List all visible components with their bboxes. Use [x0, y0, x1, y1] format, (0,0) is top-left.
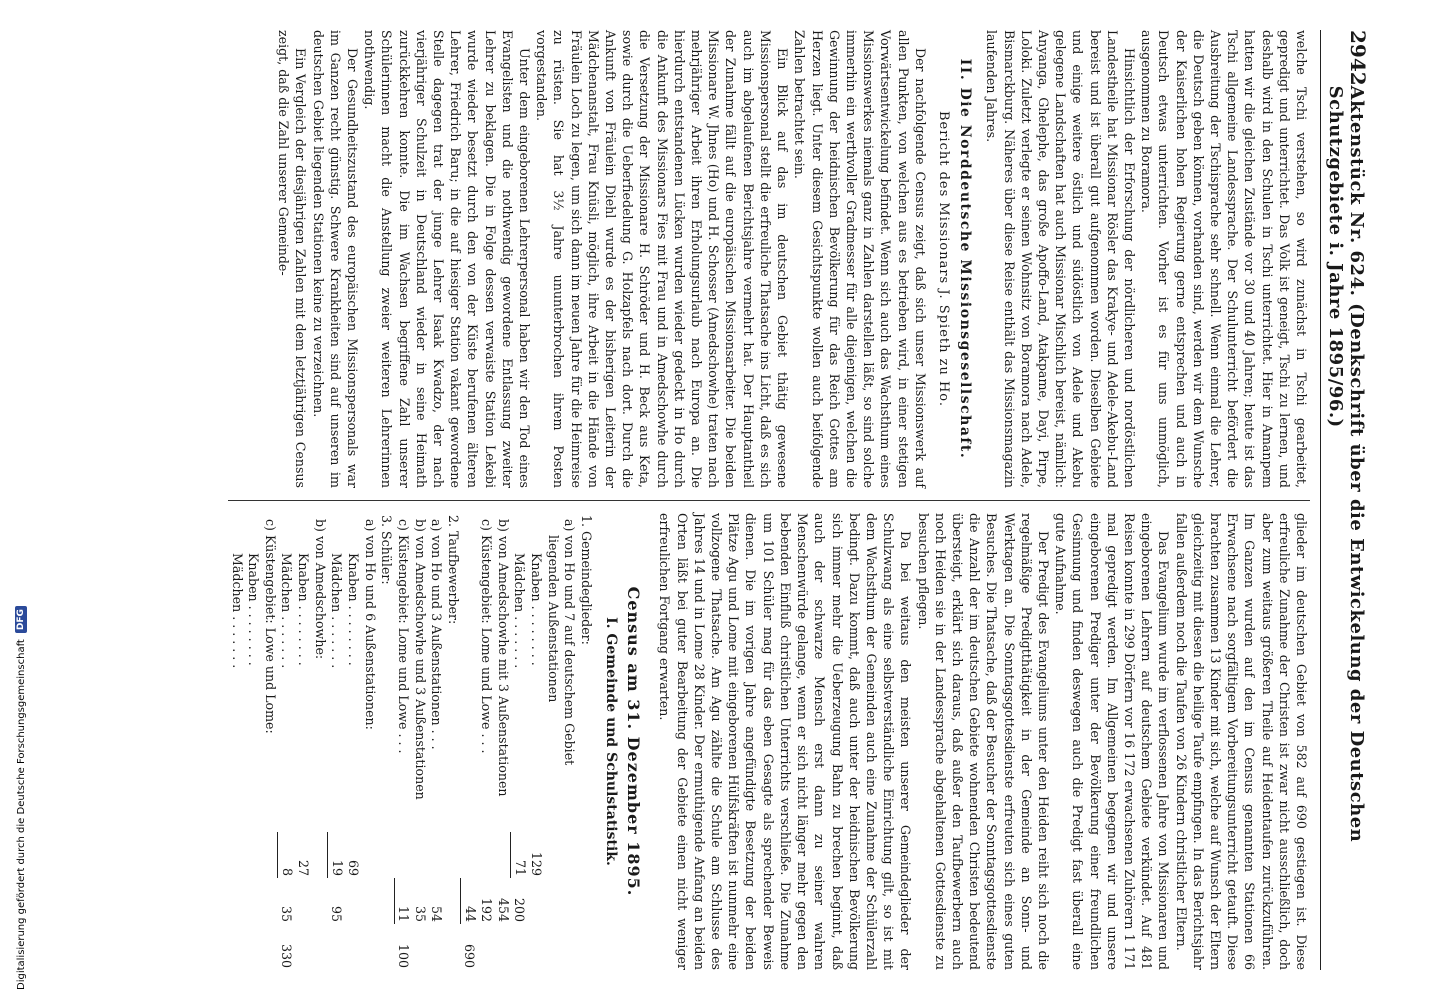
row-value-c: [577, 924, 594, 970]
row-value-c: [345, 924, 362, 970]
row-label: 3. Schüler:: [379, 515, 395, 585]
census-title: Census am 31. Dezember 1895.: [624, 586, 644, 897]
table-row: [478, 513, 495, 970]
row-value-a: [428, 832, 445, 878]
row-value-a: [461, 832, 478, 878]
row-label: c) Küstengebiet: Lome und Lowe . . .: [479, 519, 495, 754]
row-value-a: [228, 832, 245, 878]
table-row: [328, 513, 345, 970]
row-value-b: [261, 878, 278, 924]
row-value-a: [478, 832, 495, 878]
row-value-c: [478, 924, 495, 970]
row-value-b: [561, 878, 578, 924]
row-label: a) von Ho und 6 Außenstationen:: [362, 519, 378, 730]
row-value-b: [378, 878, 395, 924]
row-value-a: [311, 832, 328, 878]
row-label: liegenden Außenstationen: [545, 535, 561, 703]
row-label: Mädchen . . . . . . .: [329, 553, 345, 669]
row-label: Knaben . . . . . . . .: [246, 553, 262, 666]
row-value-c: 690: [462, 943, 478, 968]
row-value-a: [261, 832, 278, 878]
row-value-a: 27: [296, 859, 312, 876]
table-row: [428, 513, 445, 970]
row-label: 1. Gemeindeglieder:: [578, 515, 594, 645]
row-value-a: [411, 832, 428, 878]
row-value-c: [561, 924, 578, 970]
row-value-b: 35: [412, 905, 428, 922]
row-label: a) von Ho und 3 Außenstationen . . .: [429, 519, 445, 750]
row-label: b) von Amedschowhe und 3 Außenstationen: [412, 519, 428, 800]
table-row: [577, 513, 594, 970]
table-row: [444, 513, 461, 970]
left-column: [228, 30, 1310, 500]
row-value-a: [561, 832, 578, 878]
row-value-c: [295, 924, 312, 970]
row-value-c: [261, 924, 278, 970]
table-row: [378, 513, 395, 970]
row-value-c: [361, 924, 378, 970]
census-subtitle: I. Gemeinde und Schulstatistik.: [603, 617, 620, 866]
row-value-c: [311, 924, 328, 970]
row-label: [461, 513, 478, 832]
row-label: 2. Taufbewerber:: [445, 515, 461, 625]
table-row: [295, 513, 312, 970]
row-label: Mädchen . . . . . . .: [512, 553, 528, 669]
section-subtitle: Bericht des Missionars J. Spieth zu Ho.: [935, 110, 951, 408]
row-value-c: 330: [279, 943, 295, 968]
table-row: [394, 513, 411, 970]
row-value-a: [361, 832, 378, 878]
paragraph: Da bei weitaus den meisten unserer Gemeindeglieder der Schulzwang als eine selbstverständliche Einrichtung gilt, so ist mit dem Wachsthum der Gemeinden auch eine Zunahme der Schülerzahl bedingt. Dazu kommt, daß auch unter der heidnischen Bevölkerung sich immer mehr die Ueberzeugung Bahn zu brechen beginnt, daß auch der schwarze Mensch erst dann zu seiner wahren Menschenwürde gelange, wenn er sich nicht länger mehr gegen den bebenden Einfluß christlichen Unterrichts verschließe. Die Zunahme um 101 Schüler mag für das eben Gesagte als sprechender Beweis dienen. Die im vorigen Jahre angefündigte Besetzung der beiden Plätze Agu und Lome mit eingeborenen Hülfskräften ist nunmehr eine vollzogene Thatsache. Am Agu zählte die Schule am Schlusse des Jahres 14 und in Lome 28 Kinder. Der ermuthigende Anfang an beiden Orten läßt bei guter Bearbeitung der Gebiete einen nicht weniger erfreulichen Fortgang erwarten.: [657, 513, 914, 970]
rotated-page: [20, 0, 1380, 1000]
row-value-b: 54: [429, 905, 445, 922]
table-row: [261, 513, 278, 970]
paragraph: Der Gesundheitszustand des europäischen Missionspersonals war im Ganzen recht günstig. Schwere Krankheiten sind auf unseren im deutschen Gebiet liegenden Stationen keine zu verzeichnen.: [310, 30, 361, 488]
census-table: [228, 513, 594, 970]
row-value-a: 129: [529, 851, 545, 876]
row-value-c: [544, 924, 561, 970]
row-value-a: [494, 832, 511, 878]
row-value-b: [295, 878, 312, 924]
footer-credit: [14, 0, 28, 990]
two-columns: [228, 30, 1310, 970]
row-value-b: [361, 878, 378, 924]
row-value-a: 19: [328, 832, 345, 878]
row-value-c: [444, 924, 461, 970]
paragraph: Unter dem eingeborenen Lehrerpersonal haben wir den Tod eines Evangelisten und die nothwendig gewordene Entlassung zweiter Lehrer zu beklagen. Die in Folge dessen verwaiste Station Lekebi wurde wieder besetzt durch den von der Küste berufenen älteren Lehrer, Friedrich Baru; in die auf hiesiger Station vakant gewordene Stelle dagegen trat der junge Lehrer Isaak Kwadzo, der nach vierjähriger Schulzeit in Deutschland wieder in seine Heimath zurückkehren konnte. Die im Wachsen begriffene Zahl unserer Schülerinnen macht die Anstellung zweier weiteren Lehrerinnen nothwendig.: [362, 30, 533, 488]
row-value-a: [245, 832, 262, 878]
row-value-c: 100: [395, 943, 411, 968]
row-label: Knaben . . . . . . . .: [529, 553, 545, 666]
row-value-c: [245, 924, 262, 970]
row-value-b: 192: [479, 897, 495, 922]
row-value-a: [394, 832, 411, 878]
table-row: [544, 513, 561, 970]
table-row: [461, 513, 478, 970]
credit-text: Digitalisierung gefördert durch die Deutsche Forschungsgemeinschaft: [15, 639, 27, 990]
row-value-a: 8: [278, 832, 295, 878]
table-row: [361, 513, 378, 970]
row-value-b: [444, 878, 461, 924]
row-value-b: [345, 878, 362, 924]
row-label: Knaben . . . . . . . .: [296, 553, 312, 666]
table-row: [311, 513, 328, 970]
row-value-b: 454: [495, 897, 511, 922]
row-value-a: [577, 832, 594, 878]
row-value-c: [428, 924, 445, 970]
paragraph: Der Predigt des Evangeliums unter den Heiden reiht sich noch die regelmäßige Predigtthätigkeit in der Gemeinde an Sonn- und Werktagen an. Die Sonntagsgottesdienste erfreuten sich eines guten Besuches. Die Thatsache, daß der Besucher der Sonntagsgottesdienste die Anzahl der im deutschen Gebiete wohnenden Christen bedeutend übersteigt, erklärt sich daraus, daß außer den Taufbewerbern auch noch Heiden sie in der Landessprache abgehaltenen Gottesdienste zu besuchen pflegen.: [915, 513, 1051, 970]
section-title: II. Die Norddeutsche Missionsgesellschaft.: [957, 58, 974, 460]
row-value-a: [544, 832, 561, 878]
table-row: [245, 513, 262, 970]
row-value-b: 200: [512, 897, 528, 922]
row-value-c: [494, 924, 511, 970]
row-value-b: [577, 878, 594, 924]
paragraph: Das Evangelium wurde im verflossenen Jahre von Missionaren und eingeborenen Lehrern auf deutschem Gebiete verkündet. Auf 481 Reisen konnte in 299 Dörfern vor 16 172 erwachsenen Zuhörern 1 171 mal gepredigt werden. Im Allgemeinen begegnen wir und unsere eingeborenen Prediger unter der Bevölkerung einer freundlichen Gesinnung und finden deswegen auch die Predigt fast überall eine gute Aufnahme.: [1053, 513, 1172, 970]
row-value-a: [444, 832, 461, 878]
row-value-b: [228, 878, 245, 924]
row-label: Knaben . . . . . . . .: [346, 553, 362, 666]
row-label: Mädchen . . . . . . .: [279, 553, 295, 669]
right-column: [228, 500, 1310, 970]
dfg-logo-icon: DFG: [15, 606, 27, 633]
table-row: [494, 513, 511, 970]
row-value-b: [528, 878, 545, 924]
row-value-b: 11: [394, 878, 411, 924]
row-label: Mädchen . . . . . . .: [229, 553, 245, 669]
paragraph: welche Tschi verstehen, so wird zunächst in Tschi gearbeitet, gepredigt und unterrichtet. Das Volk ist geneigt, Tschi zu lernen, und deshalb wird in den Schulen in Tschi unterrichtet. Hier in Amanpem hatten wir die gleichen Zustände vor 30 und 40 Jahren; heute ist das Tschi allgemeine Landessprache. Der Schulunterricht befördert die Ausbreitung der Tschisprache sehr schnell. Wenn einmal die Lehrer, die Deutsch geben können, vorhanden sind, werden wir dem Wunsche der Kaiserlichen hohen Regierung gerne entsprechen und auch in Deutsch etwas unterrichten. Vorher ist es für uns unmöglich, ausgenommen zu Boramora.: [1139, 30, 1309, 488]
page-number: 2942: [1346, 30, 1370, 86]
row-value-a: [378, 832, 395, 878]
row-value-c: [411, 924, 428, 970]
running-title: Aktenstück Nr. 624. (Denkschrift über die Entwickelung der Deutschen Schutzgebiete i. Jahre 1895/96.): [1325, 85, 1367, 843]
row-value-b: [311, 878, 328, 924]
row-value-c: [328, 924, 345, 970]
table-row: [561, 513, 578, 970]
table-row: [411, 513, 428, 970]
table-row: [511, 513, 528, 970]
row-label: a) von Ho und 7 auf deutschem Gebiet: [562, 519, 578, 766]
row-value-a: 71: [511, 832, 528, 878]
table-row: [345, 513, 362, 970]
row-value-c: [511, 924, 528, 970]
row-value-a: 69: [346, 859, 362, 876]
row-value-b: 95: [329, 905, 345, 922]
row-value-b: 35: [279, 905, 295, 922]
row-label: b) von Amedschowhe mit 3 Außenstationen: [495, 519, 511, 797]
paragraph: glieder im deutschen Gebiet von 582 auf 690 gestiegen ist. Diese erfreuliche Zunahme der Christen ist zwar nicht ausschließlich, doch aber zum weitaus größeren Theile auf Heidentaufen zurückzuführen. Im Ganzen wurden auf den im Census genannten Stationen 66 Erwachsene nach sorgfältigem Vorbereitungsunterricht getauft. Diese brachten zusammen 13 Kinder mit sich, welche auf Wunsch der Eltern gleichzeitig mit diesen die heilige Taufe empfingen. In das Berichtsjahr fallen außerdem noch die Taufen von 26 Kindern christlicher Eltern.: [1173, 513, 1309, 970]
row-value-c: [228, 924, 245, 970]
table-row: [528, 513, 545, 970]
row-label: c) Küstengebiet: Lome und Lowe . . .: [395, 519, 411, 754]
row-label: b) von Amedschowhe:: [312, 519, 328, 660]
row-value-b: 44: [461, 878, 478, 924]
row-value-c: [378, 924, 395, 970]
table-row: [228, 513, 245, 970]
row-value-c: [528, 924, 545, 970]
paragraph: Der nachfolgende Census zeigt, daß sich unser Missionswerk auf allen Punkten, von welchen aus es betrieben wird, in einer stetigen Vorwärtsentwickelung befindet. Wenn sich auch das Wachsthum eines Missionswerkes niemals ganz in Zahlen darstellen läßt, so sind solche immerhin ein werthvoller Gradmesser für alle diejenigen, welchen die Gewinnung der heidnischen Bevölkerung für das Reich Gottes am Herzen liegt. Unter diesem Gesichtspunkte wollen auch beifolgende Zahlen betrachtet sein.: [792, 30, 928, 488]
page-header: [1320, 30, 1370, 970]
paragraph: Ein Blick auf das im deutschen Gebiet thätig gewesene Missionspersonal stellt die erfreuliche Thatsache ins Licht, daß es sich auch im abgelaufenen Berichtsjahre vermehrt hat. Der Hauptantheil der Zunahme fällt auf die europäischen Missionsarbeiter. Die beiden Missionare W. Jhnes (Ho) und H. Schosser (Amedschowhe) traten nach mehrjähriger Arbeit ihren Erholungsurlaub nach Europa an. Die hierdurch entstandenen Lücken wurden wieder gedeckt in Ho durch die Ankunft des Missionars Fies mit Frau und in Amedschowhe durch die Versetzung der Missionare H. Schröder und H. Beck aus Keta, sowie durch die Ueberfiedelung G. Holzapfels nach dort. Durch die Ankunft von Fräulein Diehl wurde es der bisherigen Leiterin der Mädchenanstalt, Frau Knüsli, möglich, ihre Arbeit in die Hände von Fräulein Loch zu legen, um sich dann im neuen Jahre für die Heimreise zu rüsten. Sie hat 3½ Jahre ununterbrochen ihrem Posten vorgestanden.: [534, 30, 791, 489]
row-label: c) Küstengebiet: Lowe und Lome:: [262, 519, 278, 734]
table-row: [278, 513, 295, 970]
row-value-b: [245, 878, 262, 924]
paragraph: Hinsichtlich der Erforschung der nördlicheren und nordöstlichen Landestheile hat Missionar Rösler das Krakye- und Adele-Akebu-Land bereist und ist überall gut aufgenommen worden. Dieselben Gebiete und einige weitere östlich und südöstlich von Adele und Akebu gelegene Landschaften hat auch Missionar Mischlich bereist, nämlich: Anyanga, Ghelephe, das große Apoffo-Land, Atakpame, Dayi, Pirpe, Loloki. Zuletzt verlegte er seinen Wohnsitz von Boramora nach Adele, Bismarckburg. Näheres über diese Reise enthält das Missionsmagazin laufenden Jahres.: [984, 30, 1137, 488]
paragraph: Ein Vergleich der diesjährigen Zahlen mit dem letztjährigen Census zeigt, daß die Zahl unserer Gemeinde-: [276, 30, 309, 488]
row-value-b: [544, 878, 561, 924]
